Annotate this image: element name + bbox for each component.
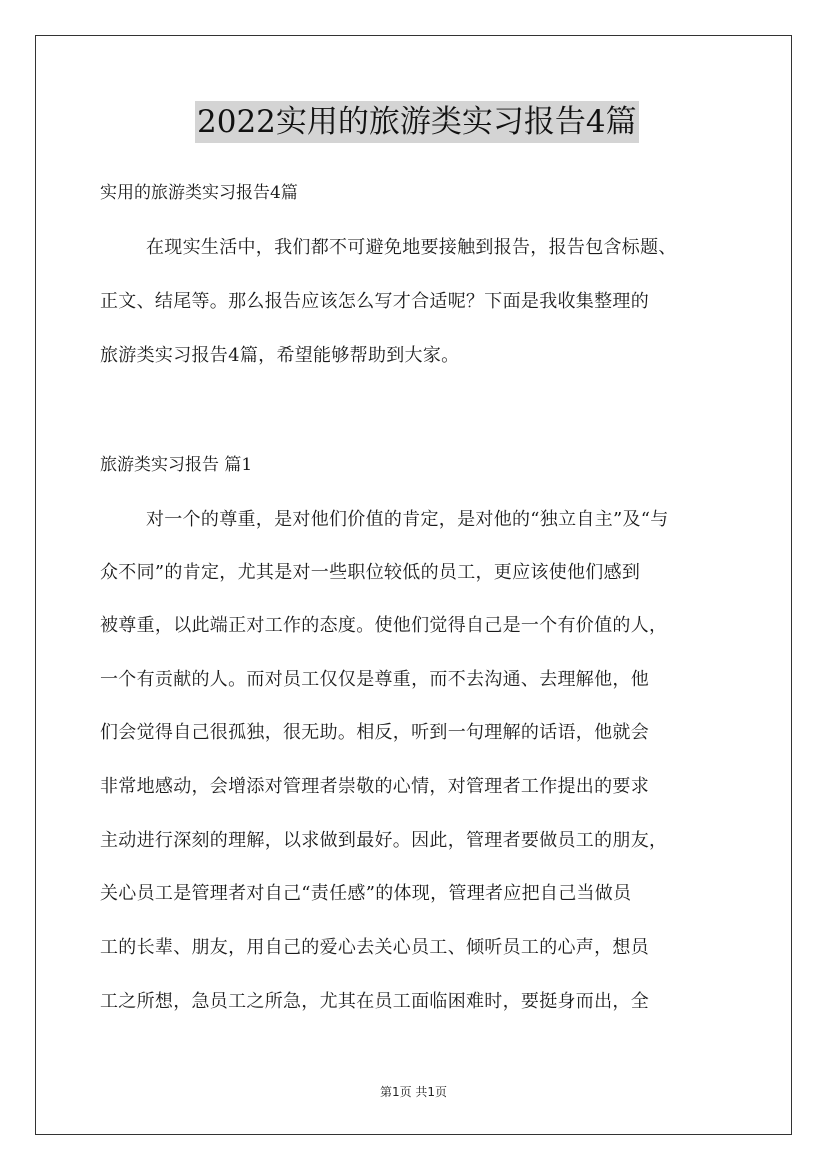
section-line-6: 非常地感动，会增添对管理者崇敬的心情，对管理者工作提出的要求 [100,776,649,797]
intro-line-2: 正文、结尾等。那么报告应该怎么写才合适呢？下面是我收集整理的 [100,291,649,312]
section-line-10: 工之所想，急员工之所急，尤其在员工面临困难时，要挺身而出，全 [100,991,649,1012]
document-title: 2022实用的旅游类实习报告4篇 [195,101,639,143]
section-line-2: 众不同”的肯定，尤其是对一些职位较低的员工，更应该使他们感到 [100,562,641,583]
section-line-5: 们会觉得自己很孤独，很无助。相反，听到一句理解的话语，他就会 [100,722,649,743]
intro-line-1: 在现实生活中，我们都不可避免地要接触到报告，报告包含标题、 [146,237,677,258]
document-subtitle: 实用的旅游类实习报告4篇 [100,183,298,203]
section-line-3: 被尊重，以此端正对工作的态度。使他们觉得自己是一个有价值的人， [100,615,668,636]
section-line-1: 对一个的尊重，是对他们价值的肯定，是对他的“独立自主”及“与 [146,509,669,530]
section-line-8: 关心员工是管理者对自己“责任感”的体现，管理者应把自己当做员 [100,883,632,904]
section-line-9: 工的长辈、朋友，用自己的爱心去关心员工、倾听员工的心声，想员 [100,937,649,958]
section-line-7: 主动进行深刻的理解，以求做到最好。因此，管理者要做员工的朋友， [100,830,668,851]
section-heading: 旅游类实习报告 篇1 [100,455,253,475]
page-footer: 第1页 共1页 [379,1085,448,1099]
section-line-4: 一个有贡献的人。而对员工仅仅是尊重，而不去沟通、去理解他，他 [100,669,649,690]
intro-line-3: 旅游类实习报告4篇，希望能够帮助到大家。 [100,345,460,366]
